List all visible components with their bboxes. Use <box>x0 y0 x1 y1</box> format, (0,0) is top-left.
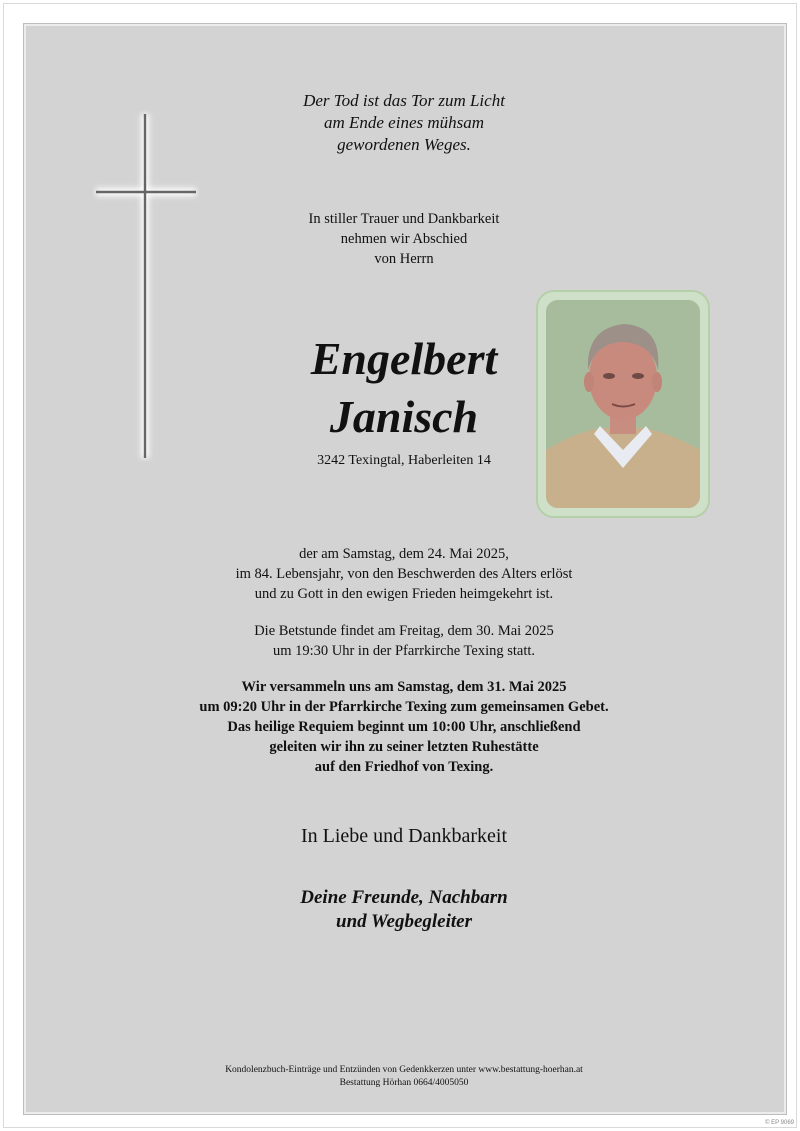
death-line: der am Samstag, dem 24. Mai 2025, <box>299 546 509 562</box>
copyright-note: © EP 9069 <box>765 1120 794 1126</box>
signature <box>0 886 800 934</box>
motto <box>0 90 800 156</box>
intro-line: nehmen wir Abschied <box>340 231 468 247</box>
intro-line: In stiller Trauer und Dankbarkeit <box>308 211 500 227</box>
footer-line: Kondolenzbuch-Einträge und Entzünden von Gedenkkerzen unter www.bestattung-hoerhan.at <box>225 1065 583 1075</box>
prayer-line: um 19:30 Uhr in der Pfarrkirche Texing statt. <box>272 643 536 659</box>
funeral-line: Wir versammeln uns am Samstag, dem 31. Mai 2025 <box>241 679 567 695</box>
closing-phrase: In Liebe und Dankbarkeit <box>300 825 508 847</box>
last-name: Janisch <box>329 391 479 442</box>
signature-line: Deine Freunde, Nachbarn <box>300 887 508 908</box>
footer-line: Bestattung Hörhan 0664/4005050 <box>339 1078 469 1088</box>
motto-line: am Ende eines mühsam <box>323 113 485 132</box>
portrait-photo <box>546 300 700 508</box>
prayer-line: Die Betstunde findet am Freitag, dem 30. Mai 2025 <box>254 623 554 639</box>
footer <box>0 1064 800 1090</box>
prayer-notice <box>0 621 800 661</box>
funeral-line: um 09:20 Uhr in der Pfarrkirche Texing zum gemeinsamen Gebet. <box>199 699 609 715</box>
funeral-line: geleiten wir ihn zu seiner letzten Ruhestätte <box>269 739 539 755</box>
funeral-notice <box>0 677 800 777</box>
first-name: Engelbert <box>310 333 498 384</box>
death-line: im 84. Lebensjahr, von den Beschwerden des Alters erlöst <box>235 566 573 582</box>
address: 3242 Texingtal, Haberleiten 14 <box>317 453 491 468</box>
death-line: und zu Gott in den ewigen Frieden heimgekehrt ist. <box>254 586 554 602</box>
intro-text <box>0 209 800 269</box>
intro-line: von Herrn <box>374 251 434 267</box>
motto-line: Der Tod ist das Tor zum Licht <box>303 91 505 110</box>
portrait-frame <box>536 290 710 518</box>
motto-line: gewordenen Weges. <box>337 135 471 154</box>
funeral-line: auf den Friedhof von Texing. <box>314 759 494 775</box>
funeral-line: Das heilige Requiem beginnt um 10:00 Uhr, anschließend <box>227 719 581 735</box>
signature-line: und Wegbegleiter <box>336 911 472 932</box>
death-notice <box>0 544 800 604</box>
